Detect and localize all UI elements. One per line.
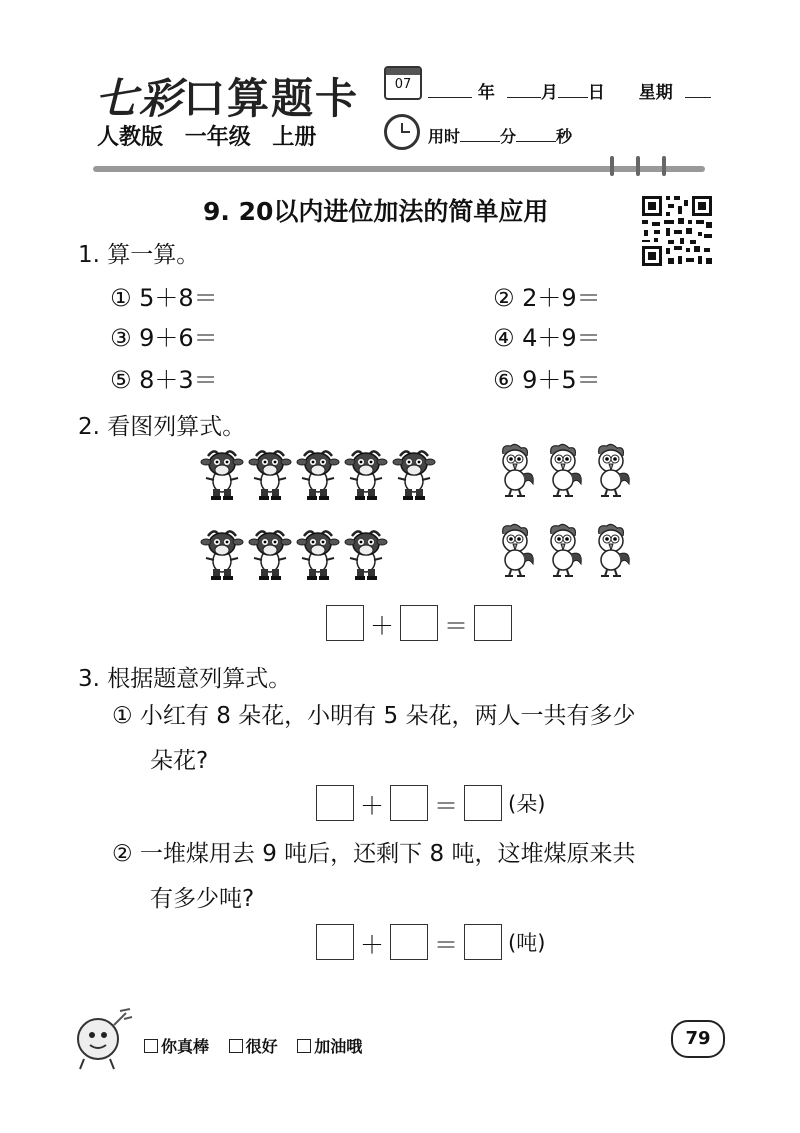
answer-box[interactable]: [464, 785, 502, 821]
mascot-icon: [70, 1005, 136, 1071]
answer-box[interactable]: [326, 605, 364, 641]
equals-sign: ＝: [434, 791, 458, 820]
cow-group-top: [200, 446, 440, 506]
brand-part2: 口算题卡: [183, 74, 360, 123]
answer-box[interactable]: [316, 785, 354, 821]
answer-box[interactable]: [474, 605, 512, 641]
brand-part1: 七彩: [95, 74, 184, 123]
cow-icon: [345, 451, 387, 500]
rooster-row: [493, 442, 637, 498]
weekday-blank[interactable]: [685, 83, 711, 98]
minute-blank[interactable]: [460, 127, 500, 142]
page-number: 79: [671, 1020, 725, 1058]
cow-icon: [249, 451, 291, 500]
rating-option-great: 你真棒: [161, 1037, 210, 1056]
q3-heading: 3. 根据题意列算式。: [78, 666, 292, 692]
q2-equation: [326, 605, 512, 641]
q3-p1-line2: 朵花?: [150, 748, 209, 774]
plus-sign: ＋: [360, 791, 384, 820]
q3-equation-1: [316, 785, 545, 821]
q2-heading: 2. 看图列算式。: [78, 414, 246, 440]
q1-item: ④ 4＋9＝: [493, 324, 601, 352]
cow-icon: [393, 451, 435, 500]
divider-pin: [610, 156, 614, 176]
edition: 人教版: [97, 125, 164, 150]
answer-box[interactable]: [316, 924, 354, 960]
rooster-icon: [599, 444, 630, 496]
day-blank[interactable]: [558, 83, 588, 98]
divider-pin: [662, 156, 666, 176]
cow-icon: [201, 451, 243, 500]
cow-icon: [201, 531, 243, 580]
q1-item: ⑤ 8＋3＝: [110, 366, 218, 394]
rooster-group-top: [493, 442, 637, 502]
time-used-label: 用时: [428, 127, 461, 146]
weekday-label: 星期: [638, 83, 673, 103]
checkbox[interactable]: [144, 1039, 158, 1053]
grade: 一年级: [184, 125, 251, 150]
q1-item: ③ 9＋6＝: [110, 324, 218, 352]
rooster-icon: [551, 524, 582, 576]
cow-icon: [297, 451, 339, 500]
rooster-row: [493, 522, 637, 578]
q3-p2-line2: 有多少吨?: [150, 886, 255, 912]
clock-icon: [384, 114, 420, 150]
rating-option-keep-going: 加油哦: [314, 1037, 363, 1056]
month-blank[interactable]: [507, 83, 541, 98]
rating-options: [144, 1034, 362, 1057]
answer-box[interactable]: [464, 924, 502, 960]
second-label: 秒: [556, 127, 573, 146]
equals-sign: ＝: [444, 611, 468, 640]
cow-group-bottom: [200, 526, 392, 586]
q1-heading: 1. 算一算。: [78, 242, 200, 268]
answer-box[interactable]: [400, 605, 438, 641]
answer-box[interactable]: [390, 924, 428, 960]
lesson-title: 9. 20以内进位加法的简单应用: [203, 197, 549, 226]
rooster-icon: [503, 444, 534, 496]
unit-label: (吨): [508, 931, 546, 955]
cow-icon: [249, 531, 291, 580]
brand-logo: [95, 66, 359, 126]
checkbox[interactable]: [229, 1039, 243, 1053]
plus-sign: ＋: [360, 930, 384, 959]
second-blank[interactable]: [516, 127, 556, 142]
unit-label: (朵): [508, 792, 546, 816]
year-blank[interactable]: [428, 83, 472, 98]
q1-item: ① 5＋8＝: [110, 284, 218, 312]
rating-option-good: 很好: [245, 1037, 278, 1056]
divider-pin: [636, 156, 640, 176]
checkbox[interactable]: [297, 1039, 311, 1053]
equals-sign: ＝: [434, 930, 458, 959]
cow-icon: [297, 531, 339, 580]
calendar-icon: [384, 66, 422, 100]
rooster-icon: [551, 444, 582, 496]
year-label: 年: [477, 83, 495, 103]
rooster-icon: [599, 524, 630, 576]
cow-icon: [345, 531, 387, 580]
cow-row: [200, 526, 392, 582]
q3-equation-2: [316, 924, 545, 960]
q3-problem-1: [112, 694, 712, 784]
plus-sign: ＋: [370, 611, 394, 640]
volume: 上册: [272, 125, 317, 150]
minute-label: 分: [500, 127, 517, 146]
cow-row: [200, 446, 440, 502]
q1-item: ② 2＋9＝: [493, 284, 601, 312]
date-line: [428, 78, 711, 103]
time-used-line: [428, 124, 572, 147]
qr-code: [640, 194, 714, 268]
q3-p2-line1: ② 一堆煤用去 9 吨后，还剩下 8 吨，这堆煤原来共: [112, 841, 636, 867]
q3-p1-line1: ① 小红有 8 朵花，小明有 5 朵花，两人一共有多少: [112, 703, 636, 729]
rooster-group-bottom: [493, 522, 637, 582]
answer-box[interactable]: [390, 785, 428, 821]
calendar-day: 07: [394, 77, 412, 92]
q3-problem-2: [112, 832, 712, 922]
day-label: 日: [587, 83, 605, 103]
rooster-icon: [503, 524, 534, 576]
edition-line: [97, 120, 316, 151]
month-label: 月: [540, 83, 558, 103]
q1-item: ⑥ 9＋5＝: [493, 366, 601, 394]
